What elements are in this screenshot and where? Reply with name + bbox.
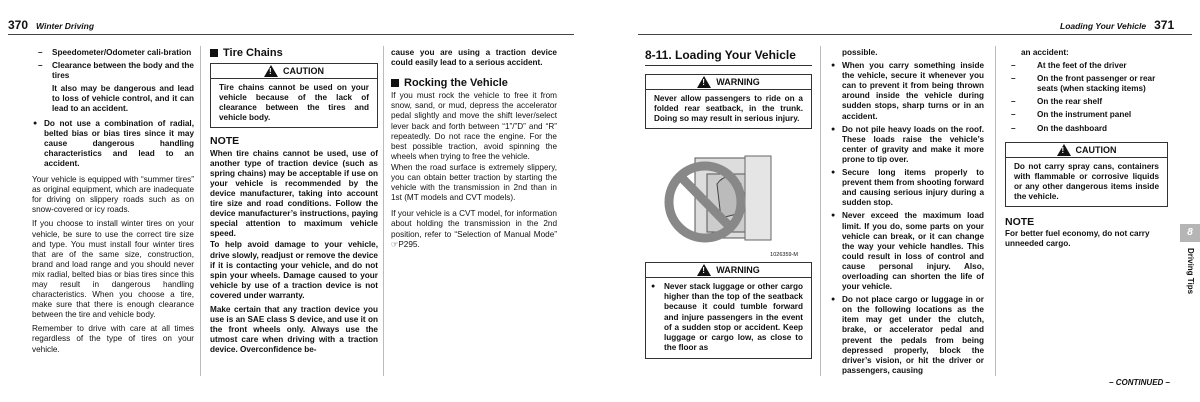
caution-text: Tire chains cannot be used on your vehicle because of the lack of clearance between the tires and vehicle body. (219, 83, 369, 123)
list-item: ● Do not pile heavy loads on the roof. These loads raise the vehicle’s center of gravity and make it more prone to tip over. (830, 125, 984, 165)
list-item: ● Do not use a combination of radial, belted bias or bias tires since it may cause dangerous handling characteristics and lead to an accident. (32, 119, 194, 169)
left-col3-cont: cause you are using a traction device could easily lead to a serious accident. (391, 48, 557, 68)
chapter-tab-number: 8 (1187, 226, 1193, 238)
rocking-heading-text: Rocking the Vehicle (404, 77, 508, 90)
note-title: NOTE (210, 135, 240, 148)
warning-triangle-icon (1057, 144, 1071, 156)
left-para-3: Remember to drive with care at all times regardless of the type of tires on your vehicle. (32, 324, 194, 354)
caution-label: CAUTION (283, 66, 324, 77)
warning-text-1: Never allow passengers to ride on a folded rear seatback, in the trunk. Doing so may result in serious injury. (654, 94, 803, 124)
square-bullet-icon (391, 79, 399, 87)
caution-text-right: Do not carry spray cans, containers with flammable or corrosive liquids or any other dangerous items inside the vehicle. (1014, 161, 1159, 201)
warning-box-2 (645, 262, 812, 359)
left-para-1: Your vehicle is equipped with “summer tires” as original equipment, which are inadequate for driving on slippery roads such as on snow-covered or icy roads. (32, 175, 194, 215)
warning-2-list (646, 278, 811, 358)
right-col3-cont: an accident: (1021, 48, 1069, 57)
left-page-number: 370 (8, 18, 29, 32)
left-page-header (8, 20, 94, 31)
right-col1 (645, 48, 812, 359)
warning-label-1: WARNING (716, 76, 760, 87)
list-item: ● Secure long items properly to prevent them from shooting forward and causing serious injury during a sudden stop. (830, 168, 984, 208)
left-bullet-list (32, 119, 194, 169)
note-para-3: Make certain that any traction device you use is an SAE class S device, and use it on the front wheels only. Always use the utmost care when driving with a traction device. Overconfidence be- (210, 304, 378, 355)
left-col2 (210, 48, 378, 355)
warning-banner-2 (646, 263, 811, 278)
chapter-tab (1180, 224, 1200, 242)
caution-box (210, 63, 378, 128)
left-col1 (32, 48, 194, 359)
list-item: ● Never exceed the maximum load limit. If you do, some parts on your vehicle can break, or it can change the way your vehicle handles. This could result in loss of control and cause personal injury. Also, overloading can shorten the life of your vehicle. (830, 211, 984, 292)
locations-dash-list (1005, 61, 1168, 134)
list-item: – On the front passenger or rear seats (when stacking items) (1005, 74, 1168, 94)
warning-box-1 (645, 74, 812, 129)
left-page-header-title: Winter Driving (36, 21, 95, 31)
right-bullet-list (830, 61, 984, 376)
continued-label (1109, 378, 1170, 388)
list-item: – At the feet of the driver (1005, 61, 1168, 71)
rocking-heading (391, 78, 557, 88)
rocking-para-3: If your vehicle is a CVT model, for information about holding the transmission in the 2nd position, refer to “Selection of Manual Mode” ☞P295. (391, 209, 557, 249)
warning-triangle-icon (697, 264, 711, 276)
list-item: – On the dashboard (1005, 124, 1168, 134)
warning-triangle-icon (264, 65, 278, 77)
list-item: – Clearance between the body and the tires (32, 61, 194, 81)
list-item: ● Never stack luggage or other cargo higher than the top of the seatback because it could tumble forward and injure passengers in the event of a sudden stop or accident. Keep luggage or cargo low, as close to the floor as (650, 282, 803, 353)
caution-banner-right (1006, 143, 1167, 158)
rocking-para-2: When the road surface is extremely slippery, you can obtain better traction by starting the vehicle with the transmission in 2nd than in 1st (MT models and CVT models). (391, 162, 557, 203)
square-bullet-icon (210, 49, 218, 57)
prohibition-illustration (645, 136, 812, 262)
left-para-2: If you choose to install winter tires on your vehicle, be sure to use the correct tire size and type. You must install four winter tires that are of the same size, construction, brand and load range and you should never mix radial, belted bias or bias tires since this may result in dangerous handling characteristics. When you choose a tire, make sure that there is enough clearance between the tire and vehicle body. (32, 219, 194, 320)
chapter-tab-label (1184, 248, 1198, 308)
right-col2-cont: possible. (842, 48, 878, 57)
no-passengers-figure (645, 136, 812, 262)
caution-banner (211, 64, 377, 79)
chapter-tab-label-text: Driving Tips (1186, 248, 1195, 295)
note-para-1: When tire chains cannot be used, use of another type of traction device (such as spring chains) may be acceptable if use on your vehicle is recommended by the device manufacturer, taking into account tire size and road conditions. Follow the device manufacturer’s instructions, paying special attention to maximum vehicle speed. (210, 148, 378, 239)
list-item: ● When you carry something inside the vehicle, secure it whenever you can to prevent it from being thrown around inside the vehicle during sudden stops, sharp turns or in an accident. (830, 61, 984, 122)
rocking-para-1: If you must rock the vehicle to free it from snow, sand, or mud, depress the accelerator pedal slightly and move the shift lever/select lever back and forth between “1”/”D” and “R” repeatedly. Do not race the engine. For the best possible traction, avoid spinning the wheels when trying to free the vehicle. (391, 91, 557, 161)
right-page-header-title: Loading Your Vehicle (1060, 21, 1147, 31)
right-header-rule (638, 34, 1192, 35)
right-col-divider-2 (995, 46, 996, 376)
right-col-divider-1 (820, 46, 821, 376)
left-after-dash: It also may be dangerous and lead to loss of vehicle control, and it can lead to an accident. (52, 84, 194, 114)
figure-code: 1026359-M (770, 252, 798, 259)
warning-triangle-icon (697, 76, 711, 88)
right-col3 (1005, 48, 1168, 249)
left-col3 (391, 48, 557, 254)
list-item: ● Do not place cargo or luggage in or on the following locations as the item may get under the clutch, brake, or accelerator pedal and prevent the pedals from being depressed properly, block the driver’s vision, or hit the driver or passengers, causing (830, 295, 984, 376)
left-col-divider-1 (200, 46, 201, 376)
left-header-rule (8, 34, 574, 35)
left-col-divider-2 (383, 46, 384, 376)
tire-chains-heading-text: Tire Chains (223, 47, 283, 59)
section-title: 8-11. Loading Your Vehicle (645, 48, 812, 66)
caution-box-right (1005, 142, 1168, 207)
warning-label-2: WARNING (716, 265, 760, 276)
tire-chains-heading (210, 48, 378, 58)
list-item: – On the rear shelf (1005, 97, 1168, 107)
note-text-right: For better fuel economy, do not carry unneeded cargo. (1005, 229, 1150, 249)
note-title-right: NOTE (1005, 216, 1035, 229)
right-page-number: 371 (1154, 18, 1175, 32)
left-dash-list (32, 48, 194, 81)
list-item: – On the instrument panel (1005, 110, 1168, 120)
list-item: – Speedometer/Odometer cali-bration (32, 48, 194, 58)
continued-text: – CONTINUED – (1109, 378, 1170, 387)
note-para-2: To help avoid damage to your vehicle, drive slowly, readjust or remove the device if it is contacting your vehicle, and do not spin your wheels. Damage caused to your vehicle by use of a traction device is not covered under warranty. (210, 240, 378, 300)
warning-banner-1 (646, 75, 811, 90)
caution-label-right: CAUTION (1075, 144, 1117, 155)
right-page-header (1060, 20, 1174, 31)
right-col2 (830, 48, 984, 379)
